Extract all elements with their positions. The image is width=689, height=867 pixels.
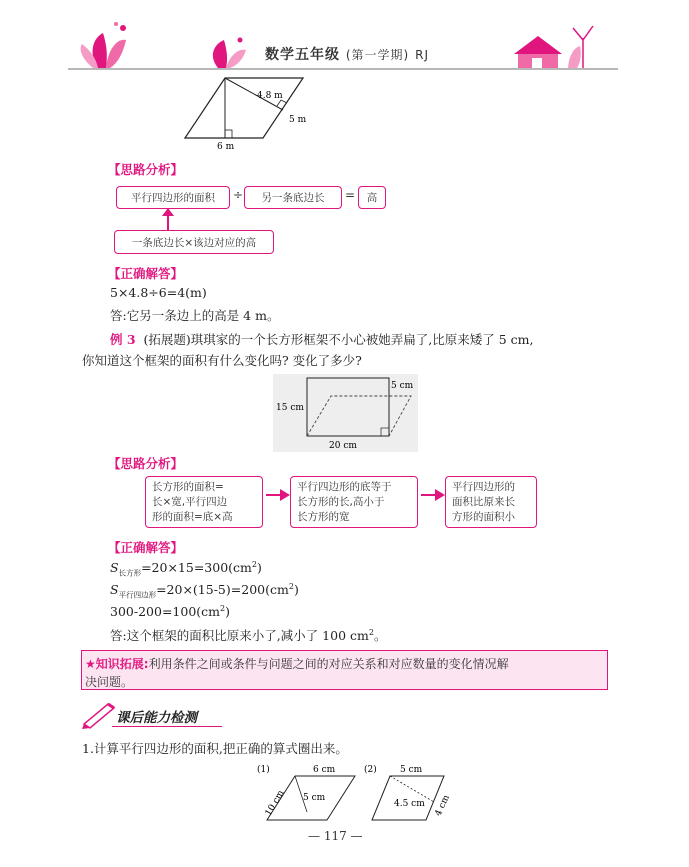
answer-text: 答:这个框架的面积比原来小了,减小了 100 cm	[110, 628, 369, 643]
header-rule	[68, 68, 618, 70]
divide-sign: ÷	[233, 188, 244, 202]
practice-title: 课后能力检测	[116, 710, 197, 726]
page-header-title	[265, 44, 429, 64]
example3-line2: 你知道这个框架的面积有什么变化吗? 变化了多少?	[82, 353, 362, 368]
solution1-calc: 5×4.8÷6=4(m)	[110, 285, 207, 300]
flow-box-base-times-height: 一条底边长×该边对应的高	[114, 230, 274, 254]
right-angle-mark	[225, 130, 232, 138]
knowledge-line1	[85, 655, 509, 672]
s1-calc: =20×15=300(cm	[141, 560, 252, 576]
practice-title-underline	[112, 726, 222, 727]
flow-box-area: 平行四边形的面积	[116, 186, 230, 209]
flow-box-height: 高	[358, 186, 386, 209]
question-1: 1.计算平行四边形的面积,把正确的算式圈出来。	[82, 741, 348, 756]
practice-parallelogram-1	[255, 762, 360, 824]
rectangle-parallelogram-figure	[273, 374, 418, 452]
example3-prefix: 例 3	[110, 332, 136, 347]
fig-a-height: 5 cm	[303, 793, 326, 803]
exp-1: 2	[251, 560, 257, 569]
fig-b-top: 5 cm	[400, 765, 423, 775]
s-symbol-2: S	[110, 582, 119, 598]
right-angle-mark-3	[381, 428, 389, 436]
box3-line2: 面积比原来长	[452, 495, 515, 508]
flower-left-icon	[81, 22, 126, 68]
fig-b-num: (2)	[364, 765, 377, 775]
fig-a-side: 10 cm	[263, 788, 287, 818]
label-15cm: 15 cm	[276, 403, 304, 413]
label-20cm: 20 cm	[329, 441, 357, 451]
solution2-line3	[110, 604, 230, 619]
close-3: )	[225, 604, 230, 620]
box2-line3: 长方形的宽	[297, 510, 350, 523]
example3-text1: (拓展题)琪琪家的一个长方形框架不小心被她弄扁了,比原来矮了 5 cm,	[143, 332, 534, 347]
close-1: )	[257, 560, 262, 576]
edition-label: RJ	[415, 48, 430, 62]
sub-rectangle: 长方形	[118, 568, 142, 578]
house-icon	[514, 26, 593, 70]
arrow-right-icon-2	[421, 488, 445, 502]
box3-line3: 方形的面积小	[452, 510, 515, 523]
exp-2: 2	[288, 582, 294, 591]
box3-line1: 平行四边形的	[452, 480, 515, 493]
box2-line2: 长方形的长,高小于	[297, 495, 385, 508]
analysis-label-2: 【思路分析】	[108, 456, 184, 471]
solution2-answer	[110, 626, 386, 644]
parallelogram-outline	[185, 78, 303, 138]
fig-b-height: 4.5 cm	[394, 799, 425, 809]
parallelogram-dashed	[307, 396, 411, 436]
fig-b-side: 4 cm	[433, 793, 452, 818]
knowledge-line2: 决问题。	[85, 675, 134, 689]
label-5m: 5 m	[289, 115, 307, 125]
practice-parallelogram-2	[362, 762, 452, 824]
box2-line1: 平行四边形的底等于	[297, 480, 392, 493]
term-label: (第一学期)	[345, 48, 410, 62]
exp-3: 2	[220, 604, 226, 613]
page-number: — 117 —	[308, 829, 363, 843]
label-4-8m: 4.8 m	[257, 91, 283, 101]
solution-label-2: 【正确解答】	[108, 540, 184, 555]
flower-mid-icon	[213, 38, 246, 69]
box1-line3: 形的面积=底×高	[152, 510, 233, 523]
close-2: )	[293, 582, 299, 598]
flow-box-other-base: 另一条底边长	[244, 186, 342, 209]
solution2-line1	[110, 560, 262, 579]
arrow-up-icon	[161, 208, 175, 230]
answer-period: 。	[373, 628, 387, 643]
box1-line2: 长×宽,平行四边	[152, 495, 228, 508]
solution1-answer: 答:它另一条边上的高是 4 m。	[110, 308, 280, 323]
s-symbol: S	[110, 560, 119, 576]
solution2-line2	[110, 582, 299, 601]
diff-calc: 300-200=100(cm	[110, 604, 221, 620]
solution-label-1: 【正确解答】	[108, 266, 184, 281]
grade-title: 数学五年级	[265, 47, 340, 63]
parallelogram-figure-1	[175, 72, 325, 152]
sub-parallelogram: 平行四边形	[118, 590, 157, 600]
rectangle-outline	[307, 378, 389, 436]
knowledge-text1: 利用条件之间或条件与问题之间的对应关系和对应数量的变化情况解	[148, 657, 509, 671]
label-5cm: 5 cm	[391, 381, 414, 391]
fig-a-top: 6 cm	[313, 765, 336, 775]
s2-calc: =20×(15-5)=200(cm	[156, 582, 289, 598]
flow-box-comparison	[290, 476, 418, 528]
example3-line1	[110, 330, 533, 348]
fig-a-num: (1)	[257, 765, 270, 775]
box1-line1: 长方形的面积=	[152, 480, 224, 493]
flow-box-formulas	[145, 476, 263, 528]
equal-sign: =	[345, 188, 356, 202]
label-6m: 6 m	[217, 142, 235, 152]
analysis-label-1: 【思路分析】	[108, 162, 184, 177]
arrow-right-icon-1	[266, 488, 290, 502]
knowledge-label: ★知识拓展:	[85, 657, 149, 671]
exp-4: 2	[368, 627, 374, 637]
flow-box-conclusion	[445, 476, 537, 528]
